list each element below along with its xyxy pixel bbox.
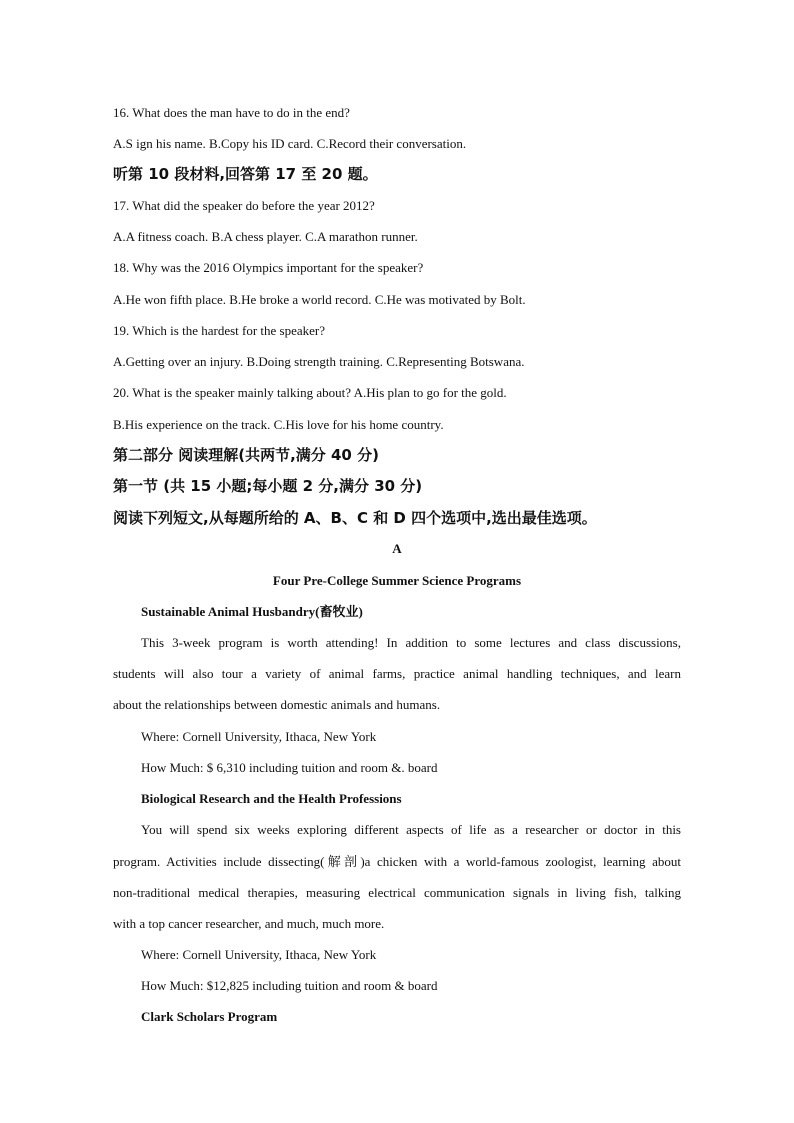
question-19: 19. Which is the hardest for the speaker?: [113, 323, 326, 338]
question-18: 18. Why was the 2016 Olympics important for the speaker?: [113, 260, 424, 275]
program-2-text-line-4: with a top cancer researcher, and much, much more.: [113, 916, 385, 931]
question-17: 17. What did the speaker do before the year 2012?: [113, 198, 375, 213]
program-2-name: Biological Research and the Health Professions: [141, 791, 402, 806]
passage-title: Four Pre-College Summer Science Programs: [272, 573, 522, 588]
section-10-instruction: 听第 10 段材料,回答第 17 至 20 题。: [113, 165, 378, 183]
program-1-where: Where: Cornell University, Ithaca, New York: [141, 729, 377, 744]
question-17-options: A.A fitness coach. B.A chess player. C.A marathon runner.: [113, 229, 418, 244]
part-2-heading: 第二部分 阅读理解(共两节,满分 40 分): [113, 446, 379, 464]
program-3-name: Clark Scholars Program: [141, 1009, 278, 1024]
program-1-name: Sustainable Animal Husbandry(畜牧业): [141, 604, 363, 619]
program-2-where: Where: Cornell University, Ithaca, New York: [141, 947, 377, 962]
question-20: 20. What is the speaker mainly talking about? A.His plan to go for the gold.: [113, 385, 507, 400]
reading-instruction: 阅读下列短文,从每题所给的 A、B、C 和 D 四个选项中,选出最佳选项。: [113, 509, 597, 527]
passage-letter: A: [392, 541, 402, 556]
program-1-text-line-3: about the relationships between domestic animals and humans.: [113, 697, 441, 712]
question-19-options: A.Getting over an injury. B.Doing strength training. C.Representing Botswana.: [113, 354, 525, 369]
question-18-options: A.He won fifth place. B.He broke a world record. C.He was motivated by Bolt.: [113, 292, 526, 307]
question-16-options: A.S ign his name. B.Copy his ID card. C.Record their conversation.: [113, 136, 467, 151]
program-2-text-line-1: You will spend six weeks exploring different aspects of life as a researcher or doctor in this: [141, 822, 681, 837]
program-1-text-line-2: students will also tour a variety of animal farms, practice animal handling techniques, and learn: [113, 666, 681, 681]
program-2-how-much: How Much: $12,825 including tuition and room & board: [141, 978, 438, 993]
program-1-how-much: How Much: $ 6,310 including tuition and room &. board: [141, 760, 438, 775]
question-20-options-continued: B.His experience on the track. C.His love for his home country.: [113, 417, 444, 432]
question-16: 16. What does the man have to do in the end?: [113, 105, 350, 120]
section-1-heading: 第一节 (共 15 小题;每小题 2 分,满分 30 分): [113, 477, 423, 495]
program-2-text-line-3: non-traditional medical therapies, measuring electrical communication signals in living fish, talking: [113, 885, 681, 900]
program-1-text-line-1: This 3-week program is worth attending! In addition to some lectures and class discussions,: [141, 635, 681, 650]
program-2-text-line-2: program. Activities include dissecting(解剖)a chicken with a world-famous zoologist, learning about: [113, 854, 681, 869]
